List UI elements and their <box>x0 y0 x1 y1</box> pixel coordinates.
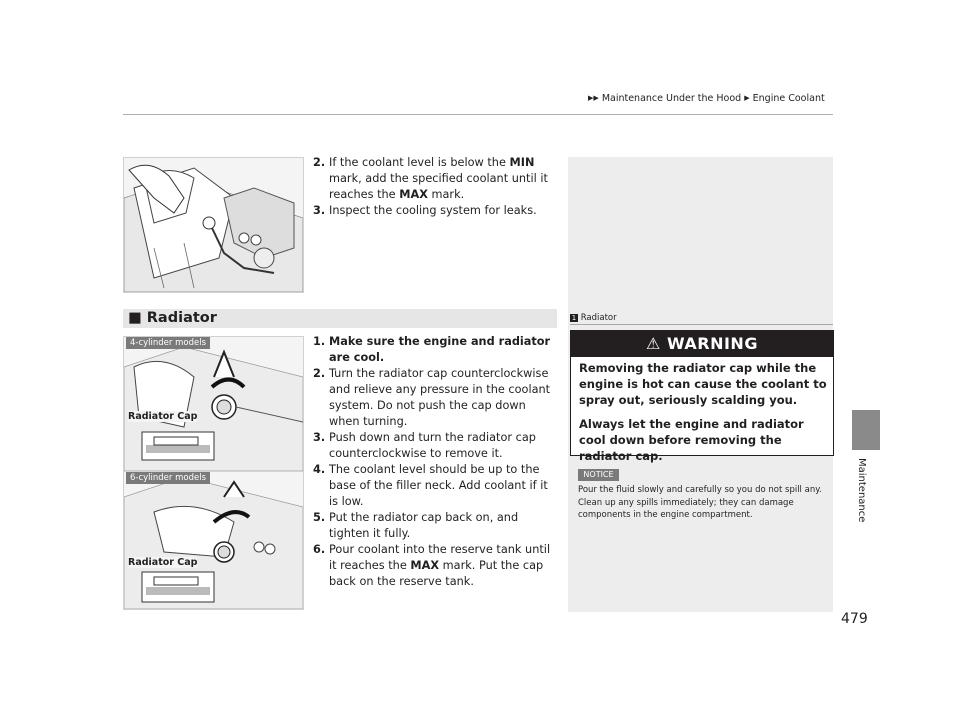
note-heading <box>570 313 617 323</box>
warning-text: Removing the radiator cap while the engine is hot can cause the coolant to spray out, seriously scalding you. <box>579 361 827 407</box>
breadcrumb-arrow-icon: ▶▶ <box>588 94 599 102</box>
step-text: Push down and turn the radiator cap counterclockwise to remove it. <box>329 431 536 460</box>
step-number: 3. <box>313 431 326 444</box>
step-text: mark, add the specified coolant until it reaches the <box>329 172 548 201</box>
step-number: 1. <box>313 335 326 348</box>
breadcrumb <box>588 93 825 104</box>
step-bold: MAX <box>399 188 428 201</box>
step-text: The coolant level should be up to the base of the filler neck. Add coolant if it is low. <box>329 463 548 508</box>
step-bold: MAX <box>410 559 440 572</box>
note-link-icon: 1 <box>571 314 577 322</box>
section-marker-icon: ■ <box>128 310 142 326</box>
step-text: If the coolant level is below the <box>329 156 510 169</box>
step-number: 5. <box>313 511 326 524</box>
engine-illustration-icon <box>124 158 303 292</box>
step-number: 6. <box>313 543 326 556</box>
step-number: 2. <box>313 367 326 380</box>
section-title-text: Radiator <box>146 310 217 326</box>
step-item <box>313 366 558 430</box>
step-number: 4. <box>313 463 326 476</box>
breadcrumb-arrow-icon: ▶ <box>744 94 750 102</box>
chapter-tab[interactable] <box>852 410 880 450</box>
header-divider <box>123 114 833 115</box>
notice-text: Pour the fluid slowly and carefully so you do not spill any. Clean up any spills immediately; they can damage components in the engine compartment. <box>578 485 822 520</box>
step-item <box>313 203 558 219</box>
breadcrumb-item[interactable]: Maintenance Under the Hood <box>601 93 742 104</box>
page-number: 479 <box>841 611 868 627</box>
notice-badge: NOTICE <box>578 469 619 481</box>
top-steps <box>313 155 558 219</box>
step-number: 3. <box>313 204 326 217</box>
step-text: Put the radiator cap back on, and tighten it fully. <box>329 511 519 540</box>
step-text: Turn the radiator cap counterclockwise and relieve any pressure in the coolant system. Do not push the cap down when turning. <box>329 367 551 428</box>
warning-box <box>570 330 834 463</box>
step-text: mark. <box>427 188 465 201</box>
step-number: 2. <box>313 156 326 169</box>
callout-label: Radiator Cap <box>128 557 198 568</box>
coolant-reservoir-illustration <box>123 157 304 293</box>
warning-header <box>571 331 833 357</box>
step-item <box>313 542 558 590</box>
model-tag: 6-cylinder models <box>126 472 210 484</box>
step-item <box>313 334 558 366</box>
chapter-label <box>852 458 880 558</box>
radiator-cap-illustration <box>123 336 304 610</box>
section-title <box>128 309 217 328</box>
step-text: Inspect the cooling system for leaks. <box>329 204 537 217</box>
callout-label: Radiator Cap <box>128 411 198 422</box>
warning-triangle-icon: ⚠ <box>646 334 661 353</box>
warning-title: WARNING <box>666 334 758 353</box>
chapter-label-text: Maintenance <box>856 458 867 523</box>
radiator-steps <box>313 334 558 590</box>
step-item <box>313 155 558 203</box>
breadcrumb-item[interactable]: Engine Coolant <box>752 93 825 104</box>
warning-text: Always let the engine and radiator cool down before removing the radiator cap. <box>579 417 804 463</box>
step-text: mark. Put the cap back on the reserve tank. <box>329 559 544 588</box>
step-item <box>313 462 558 510</box>
step-bold: MIN <box>509 156 535 169</box>
note-divider <box>570 324 833 325</box>
model-tag: 4-cylinder models <box>126 337 210 349</box>
step-item <box>313 430 558 462</box>
note-heading-text: Radiator <box>580 313 617 323</box>
step-text: Pour coolant into the reserve tank until it reaches the <box>329 543 551 572</box>
step-text: Make sure the engine and radiator are cool. <box>329 335 551 364</box>
step-item <box>313 510 558 542</box>
